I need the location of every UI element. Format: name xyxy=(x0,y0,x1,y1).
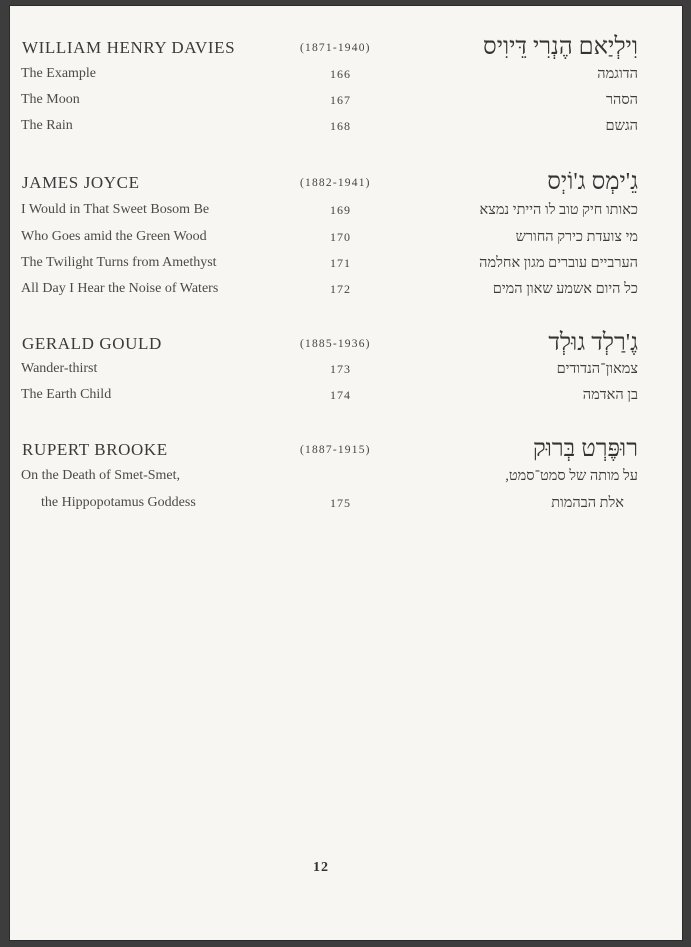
poet-name-he: וִילְיַאם הֶנְרִי דֵּיוִיס xyxy=(483,34,638,60)
poem-title-he: מי צועדת כירק החורש xyxy=(515,229,638,245)
poet-name-he: גֵ'ימְס ג'וֹיְס xyxy=(547,169,638,195)
poem-title-en: I Would in That Sweet Bosom Be xyxy=(21,202,210,217)
toc-entry xyxy=(10,92,682,116)
book-page xyxy=(10,6,682,940)
toc-entry xyxy=(10,202,682,226)
page-number: 173 xyxy=(330,362,351,376)
poet-name-en: GERALD GOULD xyxy=(22,334,162,353)
poem-title-he: בן האדמה xyxy=(582,387,638,403)
poet-name-en: WILLIAM HENRY DAVIES xyxy=(22,38,236,57)
poet-name-en: RUPERT BROOKE xyxy=(22,440,168,459)
page-number: 168 xyxy=(330,119,351,133)
poet-heading xyxy=(10,169,682,197)
page-number: 167 xyxy=(330,93,351,107)
page-number: 166 xyxy=(330,67,351,81)
poem-title-en: All Day I Hear the Noise of Waters xyxy=(21,281,219,296)
poet-years: (1882-1941) xyxy=(300,177,371,189)
poem-title-he: כאותו חיק טוב לו הייתי נמצא xyxy=(479,202,638,218)
poem-title-he: צמאון־הנדודים xyxy=(556,361,638,377)
poem-title-he: הדוגמה xyxy=(597,66,638,82)
poem-title-he: הגשם xyxy=(605,118,638,134)
poem-title-en: The Moon xyxy=(21,92,80,107)
poem-title-en: On the Death of Smet-Smet, xyxy=(21,468,181,483)
poem-title-en: the Hippopotamus Goddess xyxy=(41,495,196,510)
toc-entry xyxy=(10,495,682,519)
page-number: 169 xyxy=(330,203,351,217)
poet-name-en: JAMES JOYCE xyxy=(22,173,140,192)
poem-title-en: The Rain xyxy=(21,118,73,133)
poem-title-en: The Example xyxy=(21,66,97,81)
poet-years: (1887-1915) xyxy=(300,444,371,456)
poem-title-en: Wander-thirst xyxy=(21,361,98,376)
poet-years: (1871-1940) xyxy=(300,42,371,54)
toc-entry xyxy=(10,281,682,305)
page-number: 170 xyxy=(330,230,351,244)
toc-entry xyxy=(10,66,682,90)
page-number: 172 xyxy=(330,282,351,296)
poem-title-he: הערביים עוברים מגון אחלמה xyxy=(479,255,638,271)
poet-heading xyxy=(10,436,682,464)
poet-name-he: רוּפֶּרְט בְּרוּק xyxy=(532,436,638,462)
poem-title-en: The Earth Child xyxy=(21,387,112,402)
page-number: 174 xyxy=(330,388,351,402)
poet-years: (1885-1936) xyxy=(300,338,371,350)
poem-title-en: Who Goes amid the Green Wood xyxy=(21,229,207,244)
poem-title-he: הסהר xyxy=(605,92,638,108)
toc-entry xyxy=(10,255,682,279)
toc-entry xyxy=(10,118,682,142)
toc-entry xyxy=(10,361,682,385)
page-number: 171 xyxy=(330,256,351,270)
toc-entry xyxy=(10,229,682,253)
poem-title-he: כל היום אשמע שאון המים xyxy=(492,281,638,297)
toc-entry xyxy=(10,468,682,492)
poem-title-en: The Twilight Turns from Amethyst xyxy=(21,255,217,270)
poem-title-he: אלת הבהמות xyxy=(551,495,624,511)
poet-heading xyxy=(10,330,682,358)
poem-title-he: על מותה של סמט־סמט, xyxy=(505,468,638,484)
poet-name-he: גֶ'רַלְד גוּלְד xyxy=(548,330,638,356)
poet-heading xyxy=(10,34,682,62)
page-folio-number: 12 xyxy=(313,860,329,875)
toc-entry xyxy=(10,387,682,411)
page-number: 175 xyxy=(330,496,351,510)
